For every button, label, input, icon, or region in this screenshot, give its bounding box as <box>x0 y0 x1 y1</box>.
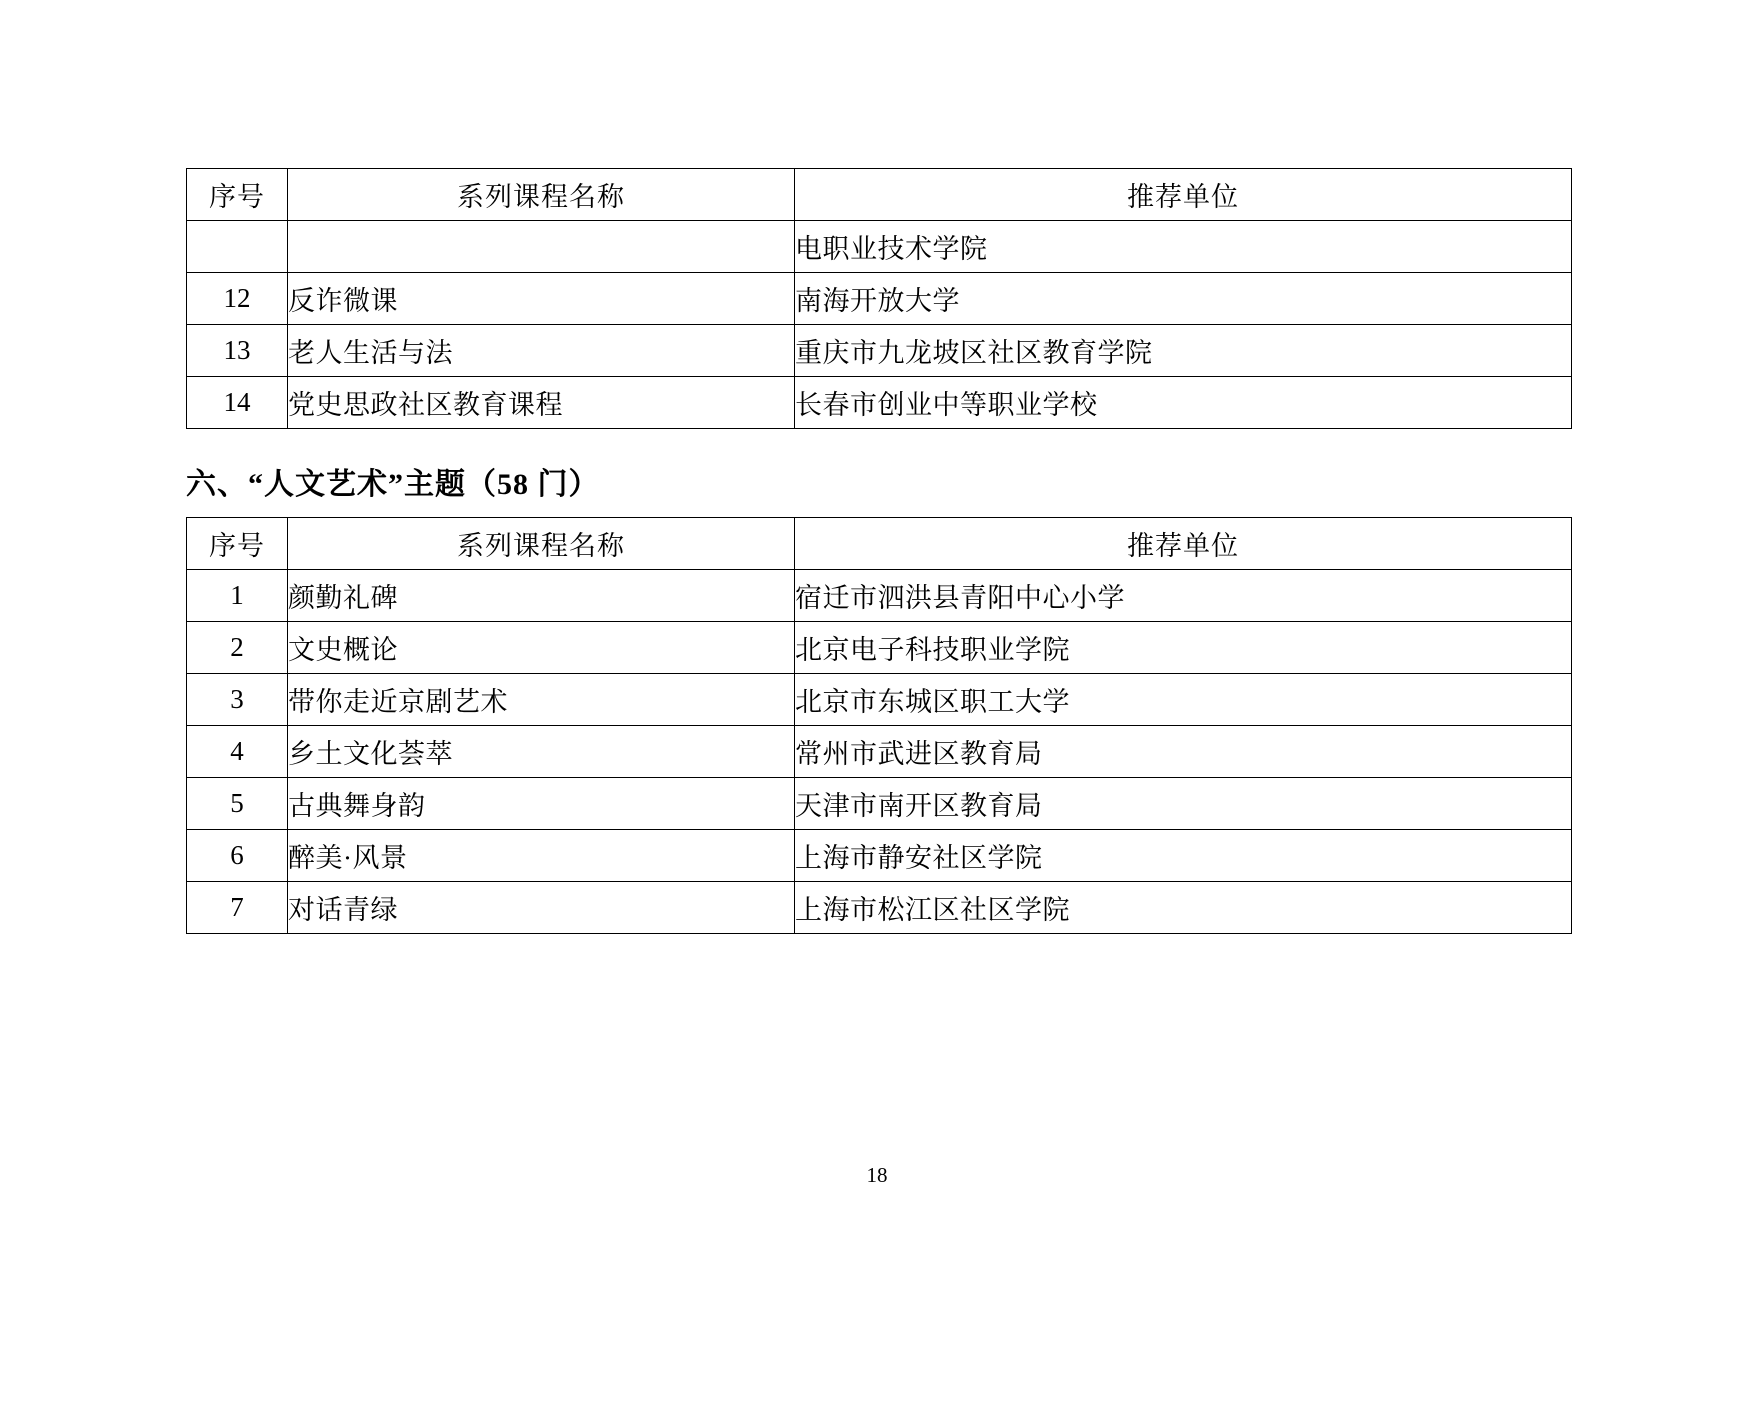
cell-no: 4 <box>187 726 288 778</box>
cell-no: 13 <box>187 325 288 377</box>
course-table-one <box>186 168 1572 429</box>
table-row <box>187 570 1572 622</box>
cell-recommending-unit: 宿迁市泗洪县青阳中心小学 <box>795 570 1572 622</box>
cell-course-name: 党史思政社区教育课程 <box>288 377 795 429</box>
table-row <box>187 221 1572 273</box>
column-header-course-name: 系列课程名称 <box>288 169 795 221</box>
cell-recommending-unit: 北京市东城区职工大学 <box>795 674 1572 726</box>
cell-course-name: 对话青绿 <box>288 882 795 934</box>
table-row <box>187 830 1572 882</box>
cell-course-name: 醉美·风景 <box>288 830 795 882</box>
table-row <box>187 674 1572 726</box>
cell-no: 2 <box>187 622 288 674</box>
cell-course-name: 颜勤礼碑 <box>288 570 795 622</box>
column-header-course-name: 系列课程名称 <box>288 518 795 570</box>
table-header-row <box>187 169 1572 221</box>
table-row <box>187 377 1572 429</box>
column-header-no: 序号 <box>187 169 288 221</box>
cell-course-name: 反诈微课 <box>288 273 795 325</box>
cell-course-name: 乡土文化荟萃 <box>288 726 795 778</box>
cell-recommending-unit: 上海市松江区社区学院 <box>795 882 1572 934</box>
document-page <box>0 168 1754 1409</box>
cell-no: 12 <box>187 273 288 325</box>
cell-no: 3 <box>187 674 288 726</box>
column-header-recommending-unit: 推荐单位 <box>795 169 1572 221</box>
cell-recommending-unit: 电职业技术学院 <box>795 221 1572 273</box>
cell-no: 14 <box>187 377 288 429</box>
cell-course-name <box>288 221 795 273</box>
cell-no <box>187 221 288 273</box>
table-row <box>187 273 1572 325</box>
table-row <box>187 325 1572 377</box>
cell-recommending-unit: 南海开放大学 <box>795 273 1572 325</box>
cell-recommending-unit: 天津市南开区教育局 <box>795 778 1572 830</box>
cell-recommending-unit: 北京电子科技职业学院 <box>795 622 1572 674</box>
cell-recommending-unit: 上海市静安社区学院 <box>795 830 1572 882</box>
table-row <box>187 622 1572 674</box>
page-number: 18 <box>866 1163 888 1187</box>
cell-no: 1 <box>187 570 288 622</box>
cell-recommending-unit: 长春市创业中等职业学校 <box>795 377 1572 429</box>
column-header-recommending-unit: 推荐单位 <box>795 518 1572 570</box>
cell-no: 6 <box>187 830 288 882</box>
cell-recommending-unit: 重庆市九龙坡区社区教育学院 <box>795 325 1572 377</box>
cell-course-name: 古典舞身韵 <box>288 778 795 830</box>
column-header-no: 序号 <box>187 518 288 570</box>
cell-no: 7 <box>187 882 288 934</box>
section-heading: 六、“人文艺术”主题（58 门） <box>186 468 600 501</box>
cell-recommending-unit: 常州市武进区教育局 <box>795 726 1572 778</box>
cell-course-name: 带你走近京剧艺术 <box>288 674 795 726</box>
course-table-two <box>186 517 1572 934</box>
table-header-row <box>187 518 1572 570</box>
cell-no: 5 <box>187 778 288 830</box>
table-row <box>187 726 1572 778</box>
cell-course-name: 老人生活与法 <box>288 325 795 377</box>
table-row <box>187 882 1572 934</box>
cell-course-name: 文史概论 <box>288 622 795 674</box>
table-row <box>187 778 1572 830</box>
